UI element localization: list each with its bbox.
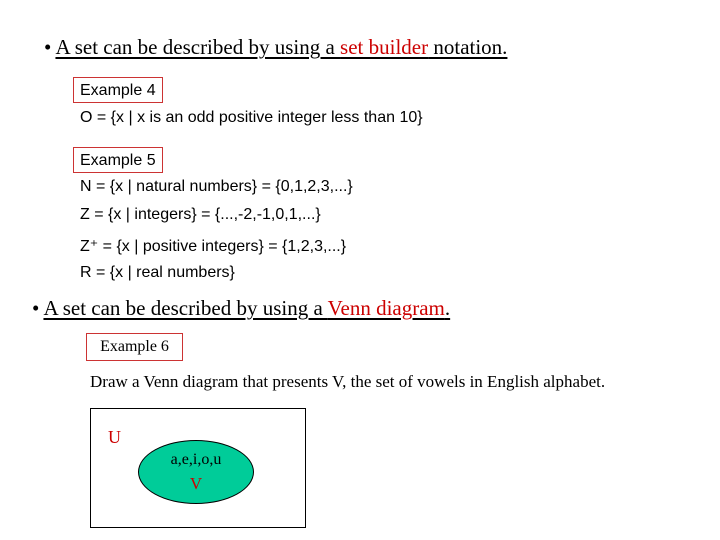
example4-equation: O = {x | x is an odd positive integer less than 10} [80, 109, 423, 126]
bullet-text-2 [43, 296, 450, 320]
venn-term: Venn diagram [327, 296, 445, 320]
example4-label: Example 4 [80, 82, 156, 99]
example6-prompt: Draw a Venn diagram that presents V, the set of vowels in English alphabet. [90, 372, 606, 391]
venn-set-members: a,e,i,o,u [170, 451, 222, 468]
example5-label-box [73, 147, 163, 173]
venn-set-ellipse [138, 440, 254, 504]
bullet-char: • [44, 35, 52, 59]
bullet-venn [32, 296, 450, 321]
example4-label-box [73, 77, 163, 103]
example6-label-box [86, 333, 183, 361]
text-before: A set can be described by using a [55, 35, 341, 59]
set-builder-term: set builder [340, 35, 429, 59]
equation-positive-integers: Z⁺ = {x | positive integers} = {1,2,3,...} [80, 238, 347, 255]
equation-integers: Z = {x | integers} = {...,-2,-1,0,1,...} [80, 206, 321, 223]
bullet-text-1 [55, 35, 507, 59]
venn-set-label: V [189, 474, 203, 493]
bullet-set-builder [44, 35, 507, 60]
venn-universe-label: U [108, 427, 121, 447]
text-after: notation. [428, 35, 508, 59]
example5-label: Example 5 [80, 152, 156, 169]
equation-natural: N = {x | natural numbers} = {0,1,2,3,...} [80, 178, 353, 195]
bullet-char: • [32, 296, 40, 320]
example6-label: Example 6 [100, 338, 169, 355]
equation-reals: R = {x | real numbers} [80, 264, 235, 281]
text-after: . [444, 296, 451, 320]
text-before: A set can be described by using a [43, 296, 328, 320]
